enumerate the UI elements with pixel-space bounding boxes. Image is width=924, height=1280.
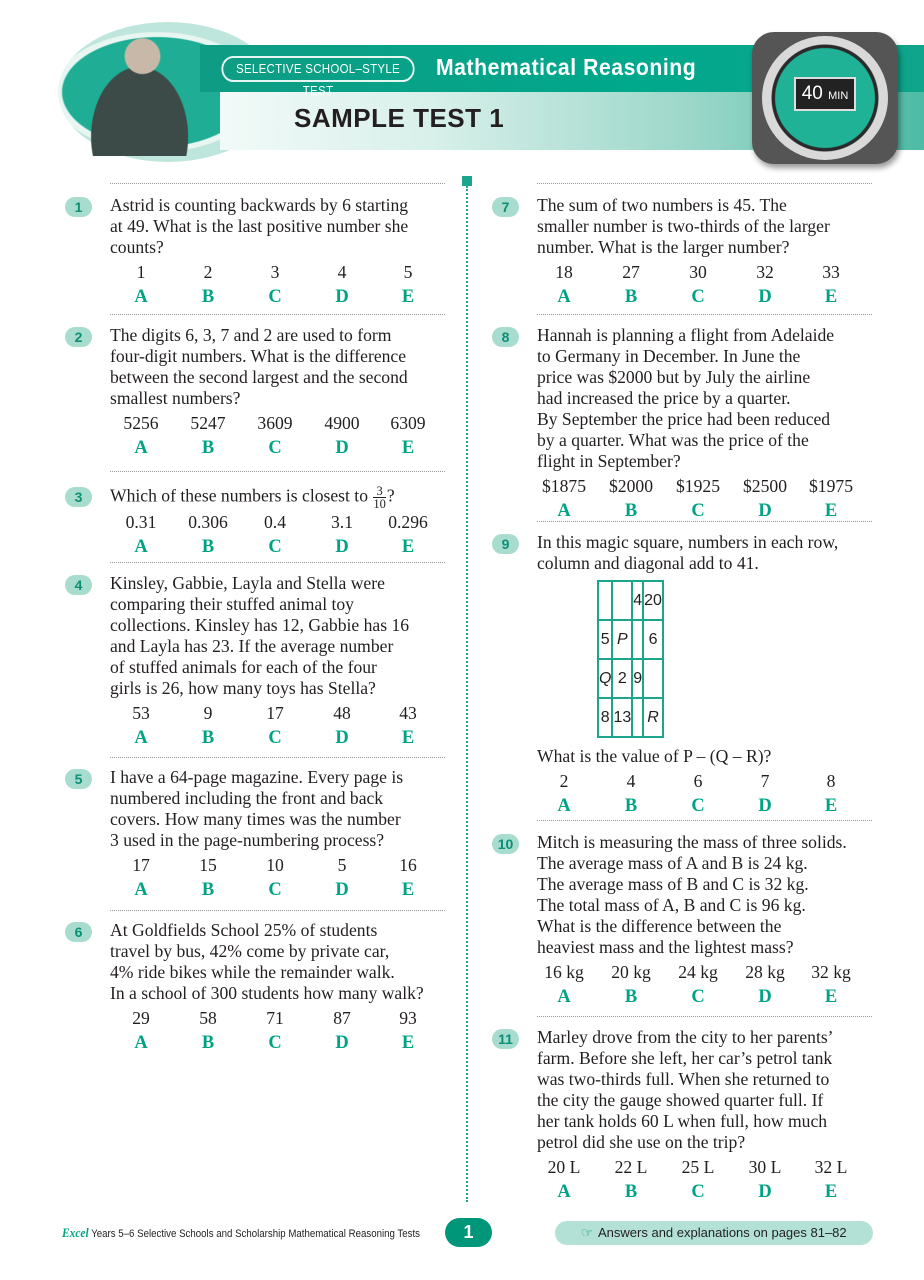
footer-series (62, 1225, 420, 1241)
answer-choice-E[interactable]: E (401, 728, 415, 748)
column-divider (466, 186, 468, 1202)
brand-logo: Excel (62, 1225, 89, 1240)
question-followup: What is the value of P – (Q – R)? (537, 746, 772, 766)
answer-choice-B[interactable]: B (624, 287, 638, 307)
answer-choice-C[interactable]: C (691, 1182, 705, 1202)
question-separator (537, 183, 872, 184)
magic-square-cell: R (643, 698, 663, 737)
fraction-denominator: 10 (373, 497, 386, 511)
magic-square-cell: 9 (632, 659, 643, 698)
question-separator (537, 314, 872, 315)
answer-choice-A[interactable]: A (134, 728, 148, 748)
answer-choice-D[interactable]: D (335, 880, 349, 900)
answer-choice-B[interactable]: B (201, 287, 215, 307)
question-text (537, 1027, 834, 1153)
question-line: counts? (110, 237, 164, 257)
answer-value: 25 L (681, 1157, 715, 1177)
magic-square-cell (612, 581, 632, 620)
answer-choice-C[interactable]: C (268, 287, 282, 307)
answer-value: 30 L (748, 1157, 782, 1177)
answer-choice-A[interactable]: A (134, 438, 148, 458)
answer-value: 7 (760, 771, 770, 791)
magic-square-cell (598, 581, 612, 620)
answers-note (555, 1221, 873, 1245)
answer-choice-B[interactable]: B (624, 987, 638, 1007)
answer-choice-A[interactable]: A (134, 537, 148, 557)
answer-value: 6309 (390, 413, 426, 433)
question-line: petrol did she use on the trip? (537, 1132, 746, 1152)
answer-value: 2 (203, 262, 213, 282)
answer-choice-A[interactable]: A (557, 501, 571, 521)
answer-value: 18 (555, 262, 573, 282)
answer-choice-A[interactable]: A (134, 1033, 148, 1053)
question-line: the city the gauge showed quarter full. If (537, 1090, 824, 1110)
question-line: and Layla has 23. If the average number (110, 636, 394, 656)
question-text (537, 195, 830, 258)
question-number: 5 (65, 769, 92, 789)
answer-choice-C[interactable]: C (268, 1033, 282, 1053)
question-line: Marley drove from the city to her parents’ (537, 1027, 834, 1047)
test-type-badge: SELECTIVE SCHOOL–STYLE TEST (221, 56, 414, 82)
answer-choice-E[interactable]: E (824, 796, 838, 816)
magic-square-cell: 4 (632, 581, 643, 620)
question-line: farm. Before she left, her car’s petrol tank (537, 1048, 833, 1068)
question-line: of stuffed animals for each of the four (110, 657, 377, 677)
fraction (373, 485, 386, 510)
question-number: 11 (492, 1029, 519, 1049)
question-line: by a quarter. What was the price of the (537, 430, 809, 450)
answer-value: 16 (399, 855, 417, 875)
answer-choice-E[interactable]: E (824, 287, 838, 307)
question-line: four-digit numbers. What is the difference (110, 346, 407, 366)
answer-value: 10 (266, 855, 284, 875)
answer-value: 53 (132, 703, 150, 723)
question-text (110, 485, 395, 510)
answer-choice-B[interactable]: B (624, 501, 638, 521)
question-line: travel by bus, 42% come by private car, (110, 941, 390, 961)
answer-value: 32 (756, 262, 774, 282)
page-number: 1 (445, 1218, 492, 1247)
question-line: price was $2000 but by July the airline (537, 367, 811, 387)
student-illustration (70, 28, 215, 156)
answer-value: 17 (266, 703, 284, 723)
answer-value: $1975 (809, 476, 853, 496)
answer-value: 0.296 (388, 512, 428, 532)
answer-choice-A[interactable]: A (557, 287, 571, 307)
question-text (110, 767, 403, 851)
answer-value: 3.1 (331, 512, 353, 532)
magic-square-cell: P (612, 620, 632, 659)
question-line: The average mass of B and C is 32 kg. (537, 874, 809, 894)
answer-choice-D[interactable]: D (758, 987, 772, 1007)
question-text (537, 325, 834, 472)
answer-choice-D[interactable]: D (335, 438, 349, 458)
answer-choice-E[interactable]: E (824, 987, 838, 1007)
answer-value: 33 (822, 262, 840, 282)
question-line: to Germany in December. In June the (537, 346, 801, 366)
question-separator (110, 757, 445, 758)
answer-choice-E[interactable]: E (824, 501, 838, 521)
question-number: 10 (492, 834, 519, 854)
answer-value: 3609 (257, 413, 293, 433)
answer-value: 28 kg (745, 962, 785, 982)
question-text (110, 573, 409, 699)
question-line: column and diagonal add to 41. (537, 553, 759, 573)
answer-value: 4 (337, 262, 347, 282)
answer-value: 71 (266, 1008, 284, 1028)
magic-square-cell (632, 698, 643, 737)
question-line: Astrid is counting backwards by 6 starting (110, 195, 409, 215)
question-separator (110, 471, 445, 472)
answer-value: 8 (826, 771, 836, 791)
answer-choice-E[interactable]: E (401, 287, 415, 307)
answer-value: 29 (132, 1008, 150, 1028)
answer-value: 58 (199, 1008, 217, 1028)
answer-value: 17 (132, 855, 150, 875)
answer-choice-C[interactable]: C (268, 880, 282, 900)
answer-choice-D[interactable]: D (335, 1033, 349, 1053)
question-line: comparing their stuffed animal toy (110, 594, 354, 614)
answer-value: 5 (337, 855, 347, 875)
answer-choice-B[interactable]: B (201, 880, 215, 900)
answer-value: 30 (689, 262, 707, 282)
question-text (110, 920, 424, 1004)
question-line: numbered including the front and back (110, 788, 384, 808)
question-line: heaviest mass and the lightest mass? (537, 937, 794, 957)
answer-value: 5 (403, 262, 413, 282)
question-separator (110, 562, 445, 563)
question-number: 4 (65, 575, 92, 595)
question-text (110, 195, 408, 258)
stopwatch-icon (752, 32, 898, 164)
question-separator (537, 1016, 872, 1017)
answer-choice-A[interactable]: A (557, 796, 571, 816)
answer-choice-C[interactable]: C (268, 438, 282, 458)
answer-value: 32 L (814, 1157, 848, 1177)
question-line: 4% ride bikes while the remainder walk. (110, 962, 395, 982)
answer-choice-D[interactable]: D (335, 537, 349, 557)
answer-value: 5247 (190, 413, 226, 433)
question-line: At Goldfields School 25% of students (110, 920, 378, 940)
question-text (110, 325, 408, 409)
answer-value: 93 (399, 1008, 417, 1028)
answer-choice-D[interactable]: D (758, 1182, 772, 1202)
question-line: flight in September? (537, 451, 681, 471)
question-line: smaller number is two-thirds of the larger (537, 216, 830, 236)
question-number: 1 (65, 197, 92, 217)
question-line: had increased the price by a quarter. (537, 388, 791, 408)
answer-value: $2000 (609, 476, 653, 496)
question-line: 3 used in the page-numbering process? (110, 830, 385, 850)
answer-choice-A[interactable]: A (557, 1182, 571, 1202)
subject-title: Mathematical Reasoning (436, 54, 697, 80)
question-separator (110, 314, 445, 315)
fraction-numerator: 3 (373, 485, 386, 498)
question-separator (110, 910, 445, 911)
magic-square-cell: 20 (643, 581, 663, 620)
question-line: number. What is the larger number? (537, 237, 790, 257)
question-line: at 49. What is the last positive number she (110, 216, 409, 236)
question-line: covers. How many times was the number (110, 809, 401, 829)
question-line: In a school of 300 students how many walk? (110, 983, 424, 1003)
answer-choice-B[interactable]: B (624, 1182, 638, 1202)
question-line: was two-thirds full. When she returned to (537, 1069, 830, 1089)
question-line: By September the price had been reduced (537, 409, 831, 429)
magic-square-cell: 5 (598, 620, 612, 659)
answer-choice-C[interactable]: C (691, 287, 705, 307)
page-title: SAMPLE TEST 1 (294, 103, 505, 133)
answer-choice-B[interactable]: B (201, 537, 215, 557)
magic-square-cell (632, 620, 643, 659)
question-number: 2 (65, 327, 92, 347)
answer-choice-D[interactable]: D (335, 728, 349, 748)
answer-value: 48 (333, 703, 351, 723)
question-number: 9 (492, 534, 519, 554)
question-text (537, 532, 838, 574)
question-line: The sum of two numbers is 45. The (537, 195, 787, 215)
question-number: 8 (492, 327, 519, 347)
answer-value: 5256 (123, 413, 159, 433)
answer-value: 22 L (614, 1157, 648, 1177)
answer-value: 6 (693, 771, 703, 791)
answer-choice-D[interactable]: D (335, 287, 349, 307)
question-line: I have a 64-page magazine. Every page is (110, 767, 404, 787)
answer-choice-D[interactable]: D (758, 501, 772, 521)
question-separator (537, 820, 872, 821)
answer-value: 24 kg (678, 962, 718, 982)
answer-value: 15 (199, 855, 217, 875)
answer-choice-E[interactable]: E (824, 1182, 838, 1202)
column-marker (462, 176, 472, 186)
answer-value: 20 kg (611, 962, 651, 982)
question-line: The total mass of A, B and C is 96 kg. (537, 895, 806, 915)
answer-value: 87 (333, 1008, 351, 1028)
answer-choice-B[interactable]: B (201, 1033, 215, 1053)
answer-choice-E[interactable]: E (401, 880, 415, 900)
question-suffix: ? (386, 485, 395, 506)
series-title: Years 5–6 Selective Schools and Scholarship Mathematical Reasoning Tests (91, 1228, 420, 1240)
question-line: Hannah is planning a flight from Adelaide (537, 325, 835, 345)
answer-value: 4 (626, 771, 636, 791)
question-line: Mitch is measuring the mass of three solids. (537, 832, 847, 852)
answer-value: $1875 (542, 476, 586, 496)
answer-choice-E[interactable]: E (401, 438, 415, 458)
answer-choice-A[interactable]: A (134, 880, 148, 900)
answer-choice-E[interactable]: E (401, 537, 415, 557)
question-number: 6 (65, 922, 92, 942)
timer-value: 40 (801, 83, 823, 104)
magic-square (597, 580, 664, 738)
answer-choice-C[interactable]: C (691, 987, 705, 1007)
question-line: between the second largest and the second (110, 367, 408, 387)
answer-choice-D[interactable]: D (758, 287, 772, 307)
answer-choice-C[interactable]: C (268, 728, 282, 748)
answer-choice-D[interactable]: D (758, 796, 772, 816)
question-line: her tank holds 60 L when full, how much (537, 1111, 828, 1131)
timer-unit: MIN (828, 90, 849, 102)
magic-square-cell: 8 (598, 698, 612, 737)
question-separator (110, 183, 445, 184)
answer-value: 1 (136, 262, 146, 282)
answer-choice-B[interactable]: B (201, 728, 215, 748)
magic-square-cell: 6 (643, 620, 663, 659)
magic-square-cell: Q (598, 659, 612, 698)
answer-value: 27 (622, 262, 640, 282)
magic-square-cell: 13 (612, 698, 632, 737)
answers-note-text: Answers and explanations on pages 81–82 (598, 1225, 847, 1240)
pointing-hand-icon: ☞ (581, 1225, 594, 1240)
answer-value: 20 L (547, 1157, 581, 1177)
answer-value: 43 (399, 703, 417, 723)
answer-choice-C[interactable]: C (691, 501, 705, 521)
answer-value: 4900 (324, 413, 360, 433)
question-line: What is the difference between the (537, 916, 782, 936)
question-line: In this magic square, numbers in each row, (537, 532, 839, 552)
magic-square-cell: 2 (612, 659, 632, 698)
question-line: The digits 6, 3, 7 and 2 are used to form (110, 325, 392, 345)
question-line: The average mass of A and B is 24 kg. (537, 853, 808, 873)
question-number: 7 (492, 197, 519, 217)
answer-choice-B[interactable]: B (201, 438, 215, 458)
answer-value: 3 (270, 262, 280, 282)
question-line: collections. Kinsley has 12, Gabbie has 16 (110, 615, 410, 635)
question-line: smallest numbers? (110, 388, 241, 408)
answer-value: $2500 (743, 476, 787, 496)
answer-choice-C[interactable]: C (691, 796, 705, 816)
magic-square-cell (643, 659, 663, 698)
question-text (537, 832, 847, 958)
question-number: 3 (65, 487, 92, 507)
answer-choice-B[interactable]: B (624, 796, 638, 816)
answer-value: 9 (203, 703, 213, 723)
answer-value: 2 (559, 771, 569, 791)
timer-display (794, 77, 856, 111)
question-line: Which of these numbers is closest to $\frac{3}{10}$ ? (110, 484, 395, 511)
answer-value: 32 kg (811, 962, 851, 982)
answer-choice-E[interactable]: E (401, 1033, 415, 1053)
answer-choice-C[interactable]: C (268, 537, 282, 557)
answer-choice-A[interactable]: A (134, 287, 148, 307)
answer-value: 0.31 (125, 512, 157, 532)
answer-value: 0.4 (264, 512, 286, 532)
answer-value: $1925 (676, 476, 720, 496)
question-line: Kinsley, Gabbie, Layla and Stella were (110, 573, 385, 593)
question-line: girls is 26, how many toys has Stella? (110, 678, 376, 698)
answer-value: 0.306 (188, 512, 228, 532)
answer-choice-A[interactable]: A (557, 987, 571, 1007)
answer-value: 16 kg (544, 962, 584, 982)
